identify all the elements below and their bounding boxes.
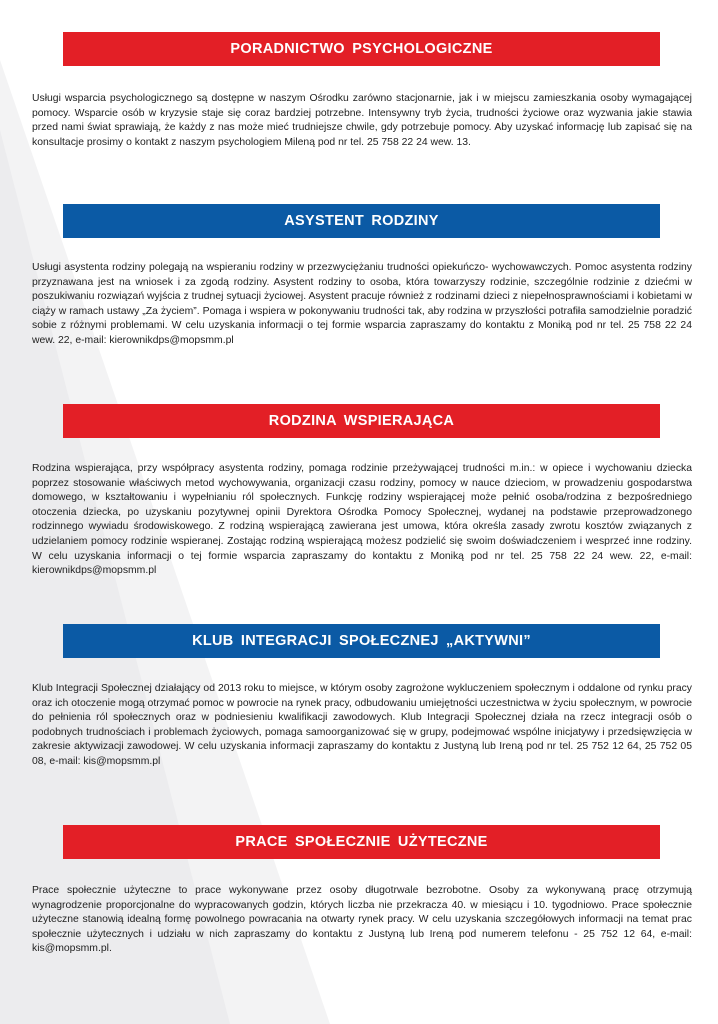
section-text: Usługi asystenta rodziny polegają na wspieraniu rodziny w przezwyciężaniu trudności opiekuńczo- wychowawczych. Pomoc asystenta rodziny przyznawana jest na wniosek i za zgodą rodziny. Asystent rodziny to osoba, która towarzyszy rodzinie, szczególnie rodzinie z dziećmi w poszukiwaniu rozwiązań wyjścia z trudnej sytuacji życiowej. Asystent pracuje również z rodzinami dzieci z niepełnosprawnościami i kobietami w ciąży w ramach ustawy „Za życiem”. Pomaga i wspiera w pokonywaniu trudności tak, aby rodzina w przyszłości potrafiła samodzielnie poradzić sobie z różnymi problemami. W celu uzyskania informacji o tej formie wsparcia zapraszamy do kontaktu z Moniką pod nr tel. 25 758 22 24 wew. 22, e-mail: kierownikdps@mopsmm.pl	[32, 262, 692, 346]
section-text: Klub Integracji Społecznej działający od 2013 roku to miejsce, w którym osoby zagrożone wykluczeniem społecznym i oddalone od rynku pracy oraz ich otoczenie mogą otrzymać pomoc w powrocie na rynek pracy, odbudowaniu umiejętności uczestnictwa w życiu społecznym, w powrocie do pełnienia ról społecznych oraz w podniesieniu kwalifikacji zawodowych. Klub Integracji Społecznej działa na rzecz integracji osób o podobnych trudnościach i problemach życiowych, pomaga samoorganizować się w grupy, podejmować wspólne inicjatywy i przedsięwzięcia w zakresie aktywizacji zawodowej. W celu uzyskania informacji zapraszamy do kontaktu z Justyną lub Ireną pod nr tel. 25 752 12 64, 25 752 05 08, e-mail: kis@mopsmm.pl	[32, 683, 692, 767]
section-text: Rodzina wspierająca, przy współpracy asystenta rodziny, pomaga rodzinie przeżywającej trudności m.in.: w opiece i wychowaniu dziecka poprzez stosowanie właściwych metod wychowywania, organizacji czasu rodziny, pomocy w nauce dzieciom, w prowadzeniu gospodarstwa domowego, w kształtowaniu i wypełnianiu ról społecznych. Funkcję rodziny wspierającej może pełnić osoba/rodzina z bezpośredniego otoczenia dziecka, po uzyskaniu pozytywnej opinii Dyrektora Ośrodka Pomocy Społecznej, wydanej na podstawie przeprowadzonego rodzinnego wywiadu środowiskowego. Z rodziną wspierającą zawierana jest umowa, która określa zasady zwrotu kosztów związanych z udzielaniem pomocy rodzinie wspieranej. Zostając rodziną wspierającą możesz podzielić się swoim doświadczeniem i wesprzeć inne rodziny. W celu uzyskania informacji o tej formie wsparcia zapraszamy do kontaktu z Moniką pod nr tel. 25 758 22 24 wew. 22, e-mail: kierownikdps@mopsmm.pl	[32, 463, 692, 577]
section-title: PORADNICTWO PSYCHOLOGICZNE	[63, 32, 660, 66]
section-text: Prace społecznie użyteczne to prace wykonywane przez osoby długotrwale bezrobotne. Osoby za wykonywaną pracę otrzymują wynagrodzenie proporcjonalne do wypracowanych godzin, których liczba nie przekracza 40. w miesiącu i 10. tygodniowo. Prace społecznie użyteczne stanowią idealną formę powolnego powracania na otwarty rynek pracy. W celu uzyskania szczegółowych informacji na temat prac społecznie użytecznych i udziału w nich zapraszamy do kontaktu z Justyną lub Ireną pod numerem telefonu - 25 752 12 64, e-mail: kis@mopsmm.pl.	[32, 885, 692, 955]
section-title: KLUB INTEGRACJI SPOŁECZNEJ „AKTYWNI”	[63, 624, 660, 658]
section-title: RODZINA WSPIERAJĄCA	[63, 404, 660, 438]
section-title: ASYSTENT RODZINY	[63, 204, 660, 238]
section-text: Usługi wsparcia psychologicznego są dostępne w naszym Ośrodku zarówno stacjonarnie, jak i w miejscu zamieszkania osoby wymagającej pomocy. Wsparcie osób w kryzysie staje się coraz bardziej potrzebne. Intensywny tryb życia, trudności życiowe oraz wyzwania jakie stawia przed nami świat sprawiają, że każdy z nas może mieć trudniejsze chwile, gdy potrzebuje pomocy. Aby uzyskać informację lub zapisać się na konsultacje prosimy o kontakt z naszym psychologiem Mileną pod nr tel. 25 758 22 24 wew. 13.	[32, 93, 692, 148]
section-title: PRACE SPOŁECZNIE UŻYTECZNE	[63, 825, 660, 859]
